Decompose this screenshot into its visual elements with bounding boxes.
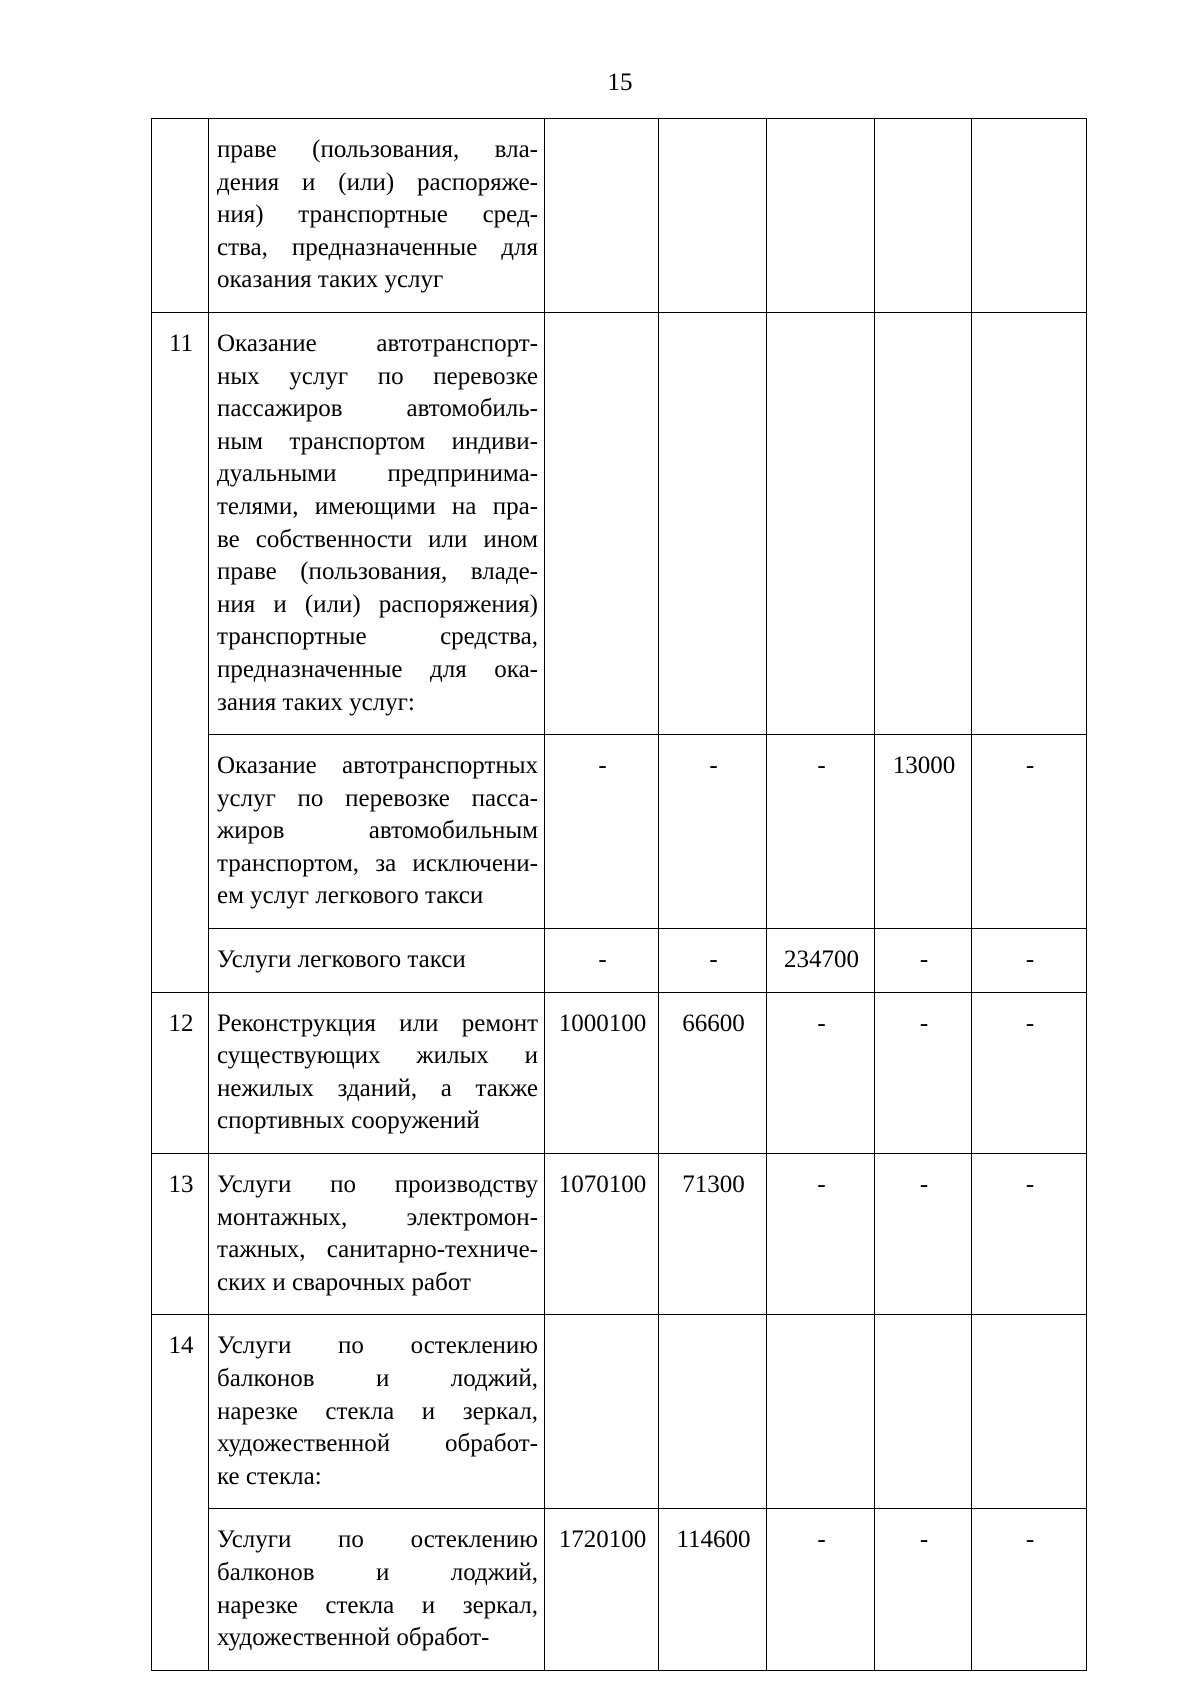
description-line: Услуги по остеклению	[217, 1526, 538, 1554]
row-number-cell	[152, 119, 209, 313]
value-cell	[875, 119, 972, 313]
value-cell	[545, 312, 659, 734]
value-cell: -	[875, 1154, 972, 1315]
description-cell	[209, 992, 545, 1153]
value-cell: 1070100	[545, 1154, 659, 1315]
value-cell: 1720100	[545, 1509, 659, 1670]
description-line: праве (пользования, владе-	[217, 558, 538, 586]
table-row	[152, 119, 1087, 313]
table-body	[152, 119, 1087, 1671]
description-line: тажных, санитарно-техниче-	[217, 1236, 538, 1264]
description-cell	[209, 1315, 545, 1509]
description-line: Оказание автотранспортных	[217, 752, 538, 780]
value-cell: 13000	[875, 735, 972, 929]
description-line: ских и сварочных работ	[217, 1268, 471, 1296]
description-line: нежилых зданий, а также	[217, 1074, 538, 1102]
value-cell: -	[972, 1509, 1087, 1670]
value-cell: 71300	[659, 1154, 767, 1315]
description-line: художественной обработ-	[217, 1624, 490, 1652]
value-cell: -	[972, 929, 1087, 993]
description-line: зания таких услуг:	[217, 688, 415, 716]
description-cell	[209, 312, 545, 734]
value-cell	[875, 1315, 972, 1509]
description-line: оказания таких услуг	[217, 266, 444, 294]
description-line: ства, предназначенные для	[217, 233, 538, 261]
row-number-cell: 13	[152, 1154, 209, 1315]
description-line: Услуги легкового такси	[217, 946, 466, 974]
description-line: художественной обработ-	[217, 1430, 538, 1458]
value-cell: -	[972, 992, 1087, 1153]
row-number-cell: 14	[152, 1315, 209, 1509]
description-line: балконов и лоджий,	[217, 1365, 538, 1392]
value-cell: -	[972, 735, 1087, 929]
value-cell	[545, 119, 659, 313]
value-cell	[767, 119, 875, 313]
description-line: ных услуг по перевозке	[217, 362, 538, 390]
description-line: ния и (или) распоряжения)	[217, 590, 538, 618]
description-line: праве (пользования, вла-	[217, 136, 538, 163]
value-cell: 234700	[767, 929, 875, 993]
description-line: жиров автомобильным	[217, 817, 538, 845]
description-cell	[209, 119, 545, 313]
description-line: ве собственности или ином	[217, 525, 538, 553]
value-cell: -	[545, 929, 659, 993]
description-line: нарезке стекла и зеркал,	[217, 1397, 538, 1425]
row-number-cell	[152, 1509, 209, 1670]
description-line: ке стекла:	[217, 1462, 322, 1490]
value-cell: -	[545, 735, 659, 929]
table-row	[152, 1315, 1087, 1509]
value-cell	[875, 312, 972, 734]
description-line: дуальными предпринима-	[217, 460, 538, 488]
row-number-cell	[152, 929, 209, 993]
table-row	[152, 929, 1087, 993]
description-line: ния) транспортные сред-	[217, 201, 538, 229]
description-line: Услуги по производству	[217, 1171, 538, 1199]
value-cell	[767, 312, 875, 734]
table-row	[152, 1509, 1087, 1670]
value-cell	[972, 1315, 1087, 1509]
value-cell: -	[875, 992, 972, 1153]
page-number: 15	[607, 69, 633, 96]
description-cell	[209, 929, 545, 993]
row-number-cell: 11	[152, 312, 209, 734]
description-line: Оказание автотранспорт-	[217, 329, 538, 357]
description-line: Реконструкция или ремонт	[217, 1009, 538, 1037]
description-line: монтажных, электромон-	[217, 1203, 538, 1231]
description-line: спортивных сооружений	[217, 1107, 480, 1135]
description-line: нарезке стекла и зеркал,	[217, 1591, 538, 1619]
value-cell: -	[875, 929, 972, 993]
description-line: ем услуг легкового такси	[217, 882, 484, 910]
value-cell	[545, 1315, 659, 1509]
table-row	[152, 1154, 1087, 1315]
value-cell	[972, 312, 1087, 734]
value-cell: -	[767, 1154, 875, 1315]
row-number-cell: 12	[152, 992, 209, 1153]
description-cell	[209, 735, 545, 929]
value-cell	[972, 119, 1087, 313]
description-line: услуг по перевозке пасса-	[217, 784, 538, 812]
value-cell	[659, 312, 767, 734]
description-line: транспортные средства,	[217, 623, 538, 651]
table-row	[152, 992, 1087, 1153]
table-row	[152, 735, 1087, 929]
value-cell: -	[875, 1509, 972, 1670]
value-cell	[659, 119, 767, 313]
table-row	[152, 312, 1087, 734]
description-cell	[209, 1509, 545, 1670]
description-line: Услуги по остеклению	[217, 1332, 538, 1360]
description-line: дения и (или) распоряже-	[217, 168, 538, 196]
value-cell	[767, 1315, 875, 1509]
value-cell: -	[659, 929, 767, 993]
value-cell: 66600	[659, 992, 767, 1153]
value-cell: -	[767, 1509, 875, 1670]
value-cell: -	[767, 992, 875, 1153]
rates-table	[151, 118, 1087, 1671]
description-line: предназначенные для ока-	[217, 655, 538, 683]
row-number-cell	[152, 735, 209, 929]
description-line: телями, имеющими на пра-	[217, 492, 538, 520]
description-line: транспортом, за исключени-	[217, 849, 538, 877]
description-line: балконов и лоджий,	[217, 1558, 538, 1586]
value-cell	[659, 1315, 767, 1509]
description-line: существующих жилых и	[217, 1042, 538, 1070]
value-cell: -	[972, 1154, 1087, 1315]
description-line: пассажиров автомобиль-	[217, 395, 538, 423]
value-cell: 114600	[659, 1509, 767, 1670]
value-cell: -	[659, 735, 767, 929]
value-cell: 1000100	[545, 992, 659, 1153]
description-line: ным транспортом индиви-	[217, 427, 538, 455]
description-cell	[209, 1154, 545, 1315]
value-cell: -	[767, 735, 875, 929]
